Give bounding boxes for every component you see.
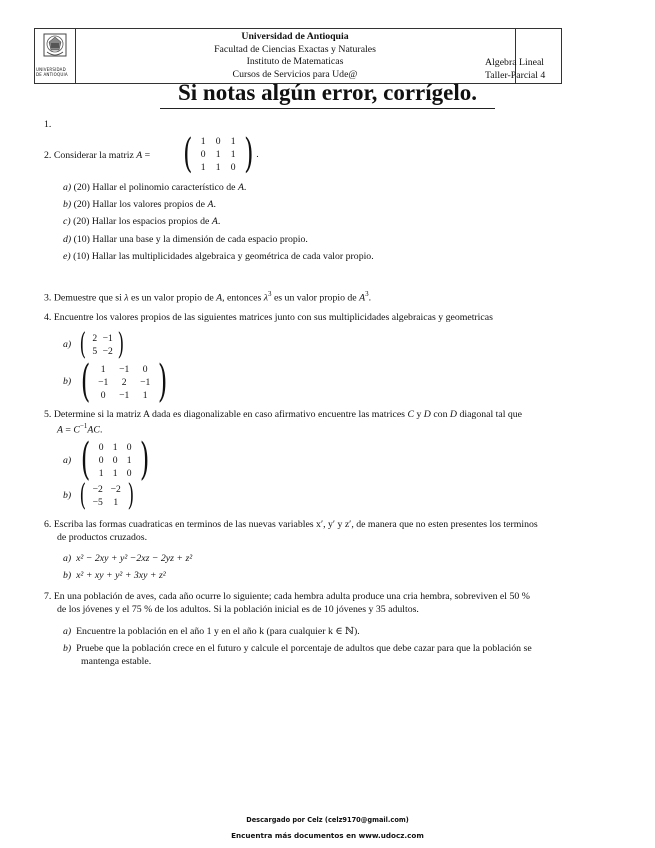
q2-period: . xyxy=(256,148,259,160)
q4-b-matrix xyxy=(77,356,171,407)
q2-number: 2. xyxy=(44,150,52,161)
q5-D: D xyxy=(423,409,431,420)
matrix-cell: 1 xyxy=(200,135,206,147)
q6-line-2: de productos cruzados. xyxy=(57,532,148,543)
q5-a-matrix-grid xyxy=(94,441,136,480)
matrix-cell: −5 xyxy=(92,497,103,508)
q7-a-text: Encuentre la población en el año 1 y en el año k (para cualquier k ∈ ℕ). xyxy=(76,626,360,637)
university-seal-icon xyxy=(41,32,69,64)
q3-lambda-3: λ xyxy=(263,292,268,304)
matrix-cell: 0 xyxy=(200,148,206,160)
subject-name: Algebra Lineal xyxy=(485,57,545,68)
q2-text: Considerar la matriz xyxy=(53,150,137,161)
footer-link[interactable]: Encuentra más documentos en www.udocz.com xyxy=(231,831,424,840)
q3-text-1: Demuestre que si xyxy=(53,292,125,304)
q6-a-expr: x² − 2xy + y² −2xz − 2yz + z² xyxy=(76,553,193,564)
matrix-cell: 1 xyxy=(215,161,221,173)
q3-A-3: A xyxy=(359,292,366,304)
q4-a-label: a) xyxy=(63,339,72,350)
q4-text: Encuentre los valores propios de las siguientes matrices junto con sus multiplicidades algebraicas y geometricas xyxy=(53,312,493,323)
q3-number: 3. xyxy=(44,292,52,304)
right-paren: ) xyxy=(127,478,134,513)
q2-item xyxy=(63,182,246,193)
q4-line xyxy=(44,312,493,323)
q5-con: con xyxy=(430,409,450,420)
matrix-cell: 1 xyxy=(200,161,206,173)
q4-b-label: b) xyxy=(63,376,72,387)
q5-b-label: b) xyxy=(63,490,72,501)
q3-text-3: , entonces xyxy=(222,292,264,304)
matrix-cell: 1 xyxy=(230,135,236,147)
right-paren: ) xyxy=(140,434,150,485)
q7-b-label: b) xyxy=(63,643,72,654)
q5-a-label: a) xyxy=(63,455,72,466)
header-center xyxy=(75,29,516,83)
q6-a xyxy=(63,553,192,564)
logo-text-line2: DE ANTIOQUIA xyxy=(36,72,68,77)
q2-var: A xyxy=(136,150,143,161)
q6-number: 6. xyxy=(44,519,52,530)
q7-b xyxy=(63,643,532,654)
q2-item-label: c) xyxy=(63,216,71,227)
header-box xyxy=(34,28,562,84)
q3-text-5: . xyxy=(368,292,372,304)
matrix-cell: 0 xyxy=(112,454,118,466)
q2-item-text: (20) Hallar el polinomio característico de xyxy=(71,182,238,193)
q5-AC: AC xyxy=(87,424,100,436)
q1-number: 1. xyxy=(44,119,52,130)
matrix-cell: 0 xyxy=(230,161,236,173)
header-right xyxy=(480,29,561,83)
q4-a-matrix-grid xyxy=(89,332,115,358)
matrix-cell: 0 xyxy=(142,363,148,375)
q5-A: A xyxy=(57,424,63,436)
q2-item-text: (20) Hallar los espacios propios de xyxy=(70,216,212,227)
q5-y: y xyxy=(414,409,424,420)
q2-item-label: d) xyxy=(63,234,72,245)
q3-lambda: λ xyxy=(124,292,129,304)
footer-download-note: Descargado por Celz (celz9170@gmail.com) xyxy=(246,816,409,824)
matrix-cell: 1 xyxy=(215,148,221,160)
q5-D2: D xyxy=(449,409,457,420)
matrix-cell: 2 xyxy=(121,376,127,388)
q6-b-label: b) xyxy=(63,570,72,581)
q6-line-1 xyxy=(44,519,538,530)
q2-item-end: . xyxy=(217,216,221,227)
q5-text-1a: Determine si la matriz A dada es diagonalizable en caso afirmativo encuentre las matrices xyxy=(53,409,408,420)
q7-a xyxy=(63,626,360,637)
q6-b xyxy=(63,570,166,581)
left-paren: ( xyxy=(79,327,87,362)
matrix-cell: 2 xyxy=(92,333,98,344)
exam-name: Taller-Parcial 4 xyxy=(485,70,546,81)
right-paren: ) xyxy=(243,131,254,177)
q6-b-expr: x² + xy + y² + 3xy + z² xyxy=(76,570,166,581)
matrix-cell: 1 xyxy=(100,363,106,375)
q7-b-text-1: Pruebe que la población crece en el futuro y calcule el porcentaje de adultos que debe cazar para que la población se xyxy=(76,643,532,654)
q7-a-label: a) xyxy=(63,626,72,637)
courses-name: Cursos de Servicios para Ude@ xyxy=(232,69,358,80)
q7-line-2: de los jóvenes y el 75 % de los adultos. Si la población inicial es de 10 jóvenes y 35 adultos. xyxy=(57,604,419,615)
q5-C-2: C xyxy=(73,424,80,436)
left-paren: ( xyxy=(80,434,91,485)
matrix-cell: −1 xyxy=(98,376,109,388)
q5-text-1b: diagonal tal que xyxy=(457,409,523,420)
q3-line xyxy=(44,290,371,303)
q3-exp-1: 3 xyxy=(268,290,272,298)
left-paren: ( xyxy=(80,356,91,407)
banner-title: Si notas algún error, corrígelo. xyxy=(178,80,477,105)
q5-C: C xyxy=(407,409,414,420)
right-paren: ) xyxy=(158,356,168,407)
q5-line-2 xyxy=(57,422,102,435)
left-paren: ( xyxy=(79,478,87,513)
matrix-cell: 1 xyxy=(98,467,104,479)
q2-matrix-grid xyxy=(196,135,241,174)
q2-item xyxy=(63,216,220,227)
logo-cell xyxy=(35,29,76,83)
q6-text-1: Escriba las formas cuadraticas en terminos de las nuevas variables x′, y′ y z′, de manera que no esten presentes los terminos xyxy=(53,519,538,530)
matrix-cell: 1 xyxy=(230,148,236,160)
logo-text-line1: UNIVERSIDAD xyxy=(36,67,66,72)
matrix-cell: 0 xyxy=(98,441,104,453)
matrix-cell: 0 xyxy=(98,454,104,466)
q7-b-text-2: mantenga estable. xyxy=(81,656,152,667)
q7-text-1: En una población de aves, cada año ocurre lo siguiente; cada hembra adulta produce una cria hembra, sobreviven el 50 % xyxy=(53,591,530,602)
matrix-cell: −1 xyxy=(102,333,113,344)
matrix-cell: 0 xyxy=(126,441,132,453)
q5-eq: = xyxy=(62,424,74,436)
q5-end: . xyxy=(99,424,103,436)
q4-number: 4. xyxy=(44,312,52,323)
q3-text-2: es un valor propio de xyxy=(128,292,217,304)
q7-line-1 xyxy=(44,591,530,602)
q2-item-label: e) xyxy=(63,251,71,262)
q2-matrix xyxy=(180,131,259,177)
q2-item-label: b) xyxy=(63,199,72,210)
matrix-cell: 0 xyxy=(126,467,132,479)
q2-item-label: a) xyxy=(63,182,72,193)
matrix-cell: 1 xyxy=(126,454,132,466)
q2-line xyxy=(44,150,150,161)
q2-item xyxy=(63,199,216,210)
matrix-cell: 1 xyxy=(142,389,148,401)
matrix-cell: −2 xyxy=(92,484,103,495)
q5-b-matrix xyxy=(77,478,136,513)
q2-item-end: . xyxy=(243,182,247,193)
left-paren: ( xyxy=(183,131,193,177)
matrix-cell: 1 xyxy=(113,497,119,508)
q6-a-label: a) xyxy=(63,553,72,564)
university-name: Universidad de Antioquia xyxy=(241,31,349,42)
q2-item-var: A xyxy=(211,216,218,227)
q2-item-end: . xyxy=(213,199,216,210)
matrix-cell: 1 xyxy=(112,467,118,479)
q5-exp: −1 xyxy=(79,422,88,430)
matrix-cell: −1 xyxy=(119,363,130,375)
q2-item-text: (10) Hallar una base y la dimensión de cada espacio propio. xyxy=(71,234,308,245)
matrix-cell: −1 xyxy=(119,389,130,401)
q2-item-var: A xyxy=(237,182,244,193)
q3-text-4: es un valor propio de xyxy=(271,292,360,304)
matrix-cell: −2 xyxy=(102,346,113,357)
q5-line-1 xyxy=(44,409,522,420)
q3-A: A xyxy=(216,292,223,304)
institute-name: Instituto de Matematicas xyxy=(246,56,344,67)
q4-b-matrix-grid xyxy=(94,363,154,402)
right-paren: ) xyxy=(117,327,124,362)
q5-a-matrix xyxy=(77,434,153,485)
banner-underline xyxy=(160,108,495,109)
matrix-cell: 0 xyxy=(100,389,106,401)
q2-item-text: (20) Hallar los valores propios de xyxy=(71,199,208,210)
faculty-name: Facultad de Ciencias Exactas y Naturales xyxy=(214,44,376,55)
q2-item xyxy=(63,251,374,262)
q2-eq: = xyxy=(142,150,151,161)
matrix-cell: 0 xyxy=(215,135,221,147)
matrix-cell: −2 xyxy=(110,484,121,495)
q5-number: 5. xyxy=(44,409,52,420)
q2-item-var: A xyxy=(207,199,214,210)
matrix-cell: 5 xyxy=(92,346,98,357)
q2-item-text: (10) Hallar las multiplicidades algebraica y geométrica de cada valor propio. xyxy=(70,251,374,262)
matrix-cell: 1 xyxy=(112,441,118,453)
q5-b-matrix-grid xyxy=(89,483,125,509)
matrix-cell: −1 xyxy=(140,376,151,388)
q7-number: 7. xyxy=(44,591,52,602)
q3-exp-2: 3 xyxy=(365,290,369,298)
q2-item xyxy=(63,234,308,245)
